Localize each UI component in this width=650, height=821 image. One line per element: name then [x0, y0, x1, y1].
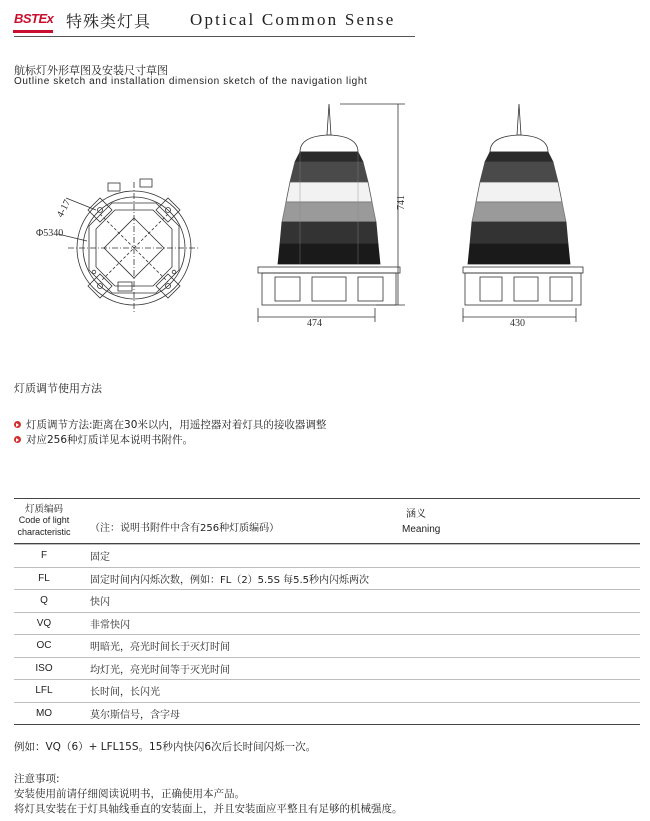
side-view-drawing — [463, 104, 583, 322]
navigation-light-sketch — [0, 90, 650, 330]
adjust-note-1 — [14, 417, 326, 432]
light-characteristic-table — [14, 498, 640, 725]
example-text: 例如：VQ（6）+ LFL15S。15秒内快闪6次后长时间闪烁一次。 — [14, 741, 317, 753]
code-cell: Q — [40, 595, 48, 607]
code-cell: VQ — [36, 617, 52, 629]
dim-width-side-label: 430 — [510, 318, 525, 329]
table-row — [14, 544, 640, 567]
meaning-cell: 均灯光，亮光时间等于灭光时间 — [90, 664, 230, 676]
table-row — [14, 702, 640, 725]
brand-logo: BSTEx — [14, 11, 54, 26]
logo-underline — [13, 30, 53, 33]
code-cell: LFL — [35, 685, 53, 697]
bullet-icon — [14, 436, 21, 443]
dim-holes-label: 4-17 — [54, 198, 74, 220]
table-row — [14, 657, 640, 680]
table-row — [14, 589, 640, 612]
meaning-cell: 固定 — [90, 552, 110, 564]
code-header: 灯质编码 Code of light characteristic — [17, 503, 71, 537]
meaning-cell: 非常快闪 — [90, 619, 130, 631]
code-cell: F — [40, 550, 48, 562]
header-divider — [14, 36, 415, 37]
meaning-cell: 莫尔斯信号，含字母 — [90, 709, 180, 721]
adjust-note-2 — [14, 432, 193, 447]
adjust-section-title: 灯质调节使用方法 — [14, 382, 102, 395]
sketch-title-cn: 航标灯外形草图及安装尺寸草图 — [14, 64, 168, 77]
code-cell: MO — [35, 707, 53, 719]
meaning-cell: 快闪 — [90, 597, 110, 609]
front-view-drawing — [258, 104, 405, 322]
dim-height-label: 741 — [396, 195, 407, 210]
dim-circle-label: Φ5340 — [36, 228, 64, 239]
dim-width-front-label: 474 — [307, 318, 322, 329]
sketch-title-en: Outline sketch and installation dimension sketch of the navigation light — [14, 76, 368, 87]
meaning-cell: 固定时间内闪烁次数，例如：FL（2）5.5S 每5.5秒内闪烁两次 — [90, 574, 370, 586]
attention-title: 注意事项: — [14, 773, 60, 785]
meaning-cell: 明暗光，亮光时间长于灭灯时间 — [90, 642, 230, 654]
attention-line-1: 安装使用前请仔细阅读说明书，正确使用本产品。 — [14, 788, 245, 800]
code-cell: OC — [36, 640, 52, 652]
table-header — [14, 499, 640, 544]
note-text: 对应256种灯质详见本说明书附件。 — [26, 434, 194, 446]
attention-line-2: 将灯具安装在于灯具轴线垂直的安装面上，并且安装面应平整且有足够的机械强度。 — [14, 803, 403, 815]
meaning-header: 涵义 （注：说明书附件中含有256种灯质编码） Meaning — [90, 509, 441, 535]
code-cell: FL — [38, 572, 50, 584]
code-cell: ISO — [35, 662, 53, 674]
table-row — [14, 634, 640, 657]
top-view-drawing — [58, 179, 200, 314]
note-text: 灯质调节方法:距离在30米以内，用遥控器对着灯具的接收器调整 — [26, 419, 327, 431]
table-row — [14, 612, 640, 635]
meaning-cell: 长时间，长闪光 — [90, 687, 160, 699]
table-row — [14, 567, 640, 590]
table-row — [14, 679, 640, 702]
bullet-icon — [14, 421, 21, 428]
page-title-en: Optical Common Sense — [190, 10, 396, 29]
page-title-cn: 特殊类灯具 — [66, 12, 152, 31]
